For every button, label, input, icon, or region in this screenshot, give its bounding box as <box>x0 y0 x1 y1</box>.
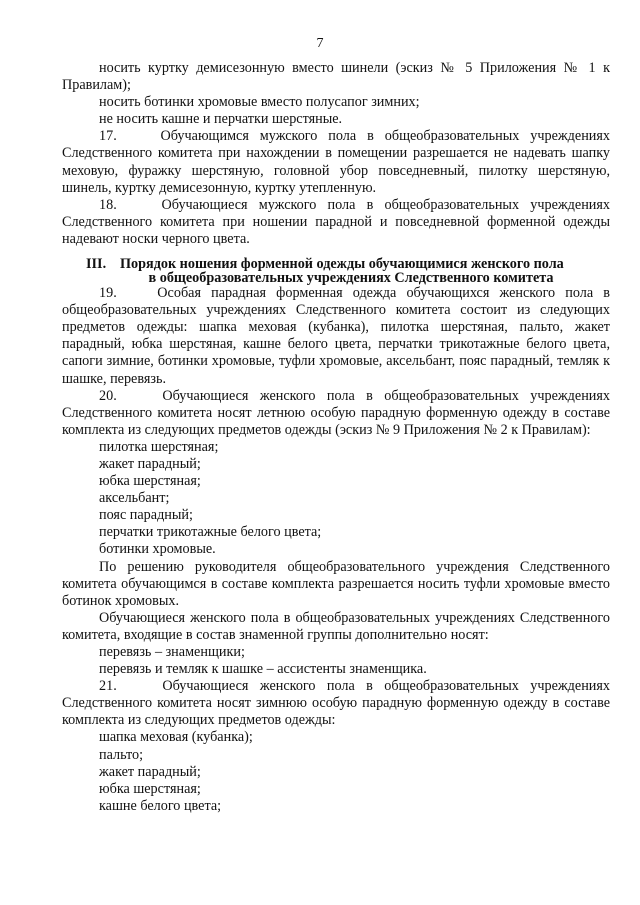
list-item: аксельбант; <box>99 490 170 507</box>
section-title-line-2: в общеобразовательных учреждениях Следственного комитета <box>148 270 554 287</box>
paragraph-21: 21. Обучающиеся женского пола в общеобразовательных учреждениях Следственного комитета носят зимнюю особую парадную форменную одежду в составе комплекта из следующих предметов одежды: <box>62 678 610 729</box>
paragraph-20: 20. Обучающиеся женского пола в общеобразовательных учреждениях Следственного комитета носят летнюю особую парадную форменную одежду в составе комплекта из следующих предметов одежды (эскиз № 9 Приложения № 2 к Правилам): <box>62 387 610 438</box>
page-number: 7 <box>316 36 324 51</box>
list-item: не носить кашне и перчатки шерстяные. <box>99 111 343 128</box>
section-heading <box>62 257 610 285</box>
list-item: перевязь – знаменщики; <box>99 644 245 660</box>
list-item: носить ботинки хромовые вместо полусапог зимних; <box>99 94 420 111</box>
paragraph-decision: По решению руководителя общеобразовательного учреждения Следственного комитета обучающимся в составе комплекта разрешается носить туфли хромовые вместо ботинок хромовых. <box>62 558 610 609</box>
list-item: шапка меховая (кубанка); <box>99 729 253 746</box>
list-item: пальто; <box>99 746 144 763</box>
list-item: ботинки хромовые. <box>99 541 216 558</box>
list-item: перчатки трикотажные белого цвета; <box>99 524 322 541</box>
list-item: юбка шерстяная; <box>99 780 201 797</box>
list-item: жакет парадный; <box>99 455 201 472</box>
paragraph-17: 17. Обучающимся мужского пола в общеобразовательных учреждениях Следственного комитета при нахождении в помещении разрешается не надевать шапку меховую, фуражку шерстяную, головной убор повседневный, пилотку шерстяную, шинель, куртку демисезонную, куртку утепленную. <box>62 128 610 196</box>
paragraph-banner-group: Обучающиеся женского пола в общеобразовательных учреждениях Следственного комитета, входящие в состав знаменной группы дополнительно носят: <box>62 609 610 643</box>
paragraph-continuation: носить куртку демисезонную вместо шинели (эскиз № 5 Приложения № 1 к Правилам); <box>62 60 610 94</box>
document-body <box>62 60 610 815</box>
list-item: жакет парадный; <box>99 763 201 780</box>
list-item: пилотка шерстяная; <box>99 438 219 455</box>
list-item: перевязь и темляк к шашке – ассистенты знаменщика. <box>99 661 427 678</box>
paragraph-19: 19. Особая парадная форменная одежда обучающихся женского пола в общеобразовательных учреждениях Следственного комитета состоит из следующих предметов одежды: шапка меховая (кубанка), пилотка шерстяная, пальто, жакет парадный, юбка шерстяная, кашне белого цвета, перчатки трикотажные белого цвета, сапоги зимние, ботинки хромовые, туфли хромовые, аксельбант, пояс парадный, темляк к шашке, перевязь. <box>62 285 610 387</box>
list-item: юбка шерстяная; <box>99 473 201 490</box>
list-item: кашне белого цвета; <box>99 797 222 814</box>
section-title-line-1: Порядок ношения форменной одежды обучающимися женского пола <box>120 256 564 273</box>
paragraph-18: 18. Обучающиеся мужского пола в общеобразовательных учреждениях Следственного комитета при ношении парадной и повседневной форменной одежды надевают носки черного цвета. <box>62 196 610 247</box>
list-item: пояс парадный; <box>99 507 193 524</box>
section-number: III. <box>86 256 107 273</box>
